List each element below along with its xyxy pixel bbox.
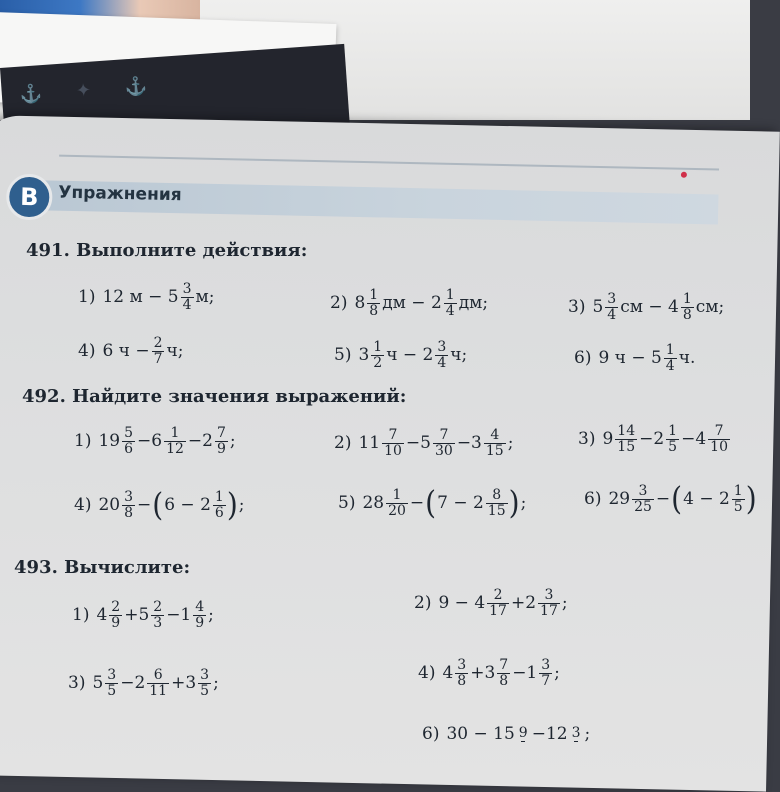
item-label: 3) [68, 673, 86, 694]
term: 4 [442, 663, 454, 684]
term: 5 [92, 673, 104, 694]
numerator: 1 [214, 489, 224, 505]
term: см; [695, 297, 725, 318]
denominator: 8 [499, 672, 509, 689]
term: 6 ч − [102, 341, 150, 362]
term: 4 − 2 [683, 489, 730, 510]
denominator: 8 [682, 306, 692, 323]
ex492-item-6 [584, 479, 757, 518]
denominator: 17 [489, 602, 507, 619]
term: −2 [639, 429, 665, 450]
denominator: 7 [541, 672, 551, 689]
denominator: 11 [149, 682, 168, 699]
term: − [655, 489, 671, 510]
numerator: 7 [714, 423, 724, 439]
numerator: 3 [638, 483, 648, 499]
numerator: 7 [216, 425, 226, 441]
term: м; [195, 287, 215, 308]
term: −1 [512, 663, 538, 684]
term: 9 [602, 429, 614, 450]
denominator [574, 741, 578, 742]
fraction [213, 490, 226, 520]
ex492-item-4 [74, 485, 245, 524]
exercise-493-title: 493. Вычислите: [14, 557, 191, 578]
ex491-item-5 [334, 340, 468, 370]
denominator: 15 [487, 502, 506, 519]
numerator: 3 [607, 291, 617, 307]
numerator: 3 [571, 725, 581, 742]
term: 29 [608, 489, 631, 510]
denominator: 4 [445, 302, 455, 319]
denominator: 7 [153, 350, 163, 367]
denominator: 17 [540, 602, 558, 619]
ex493-item-3 [68, 668, 220, 698]
fraction [666, 424, 679, 454]
fraction [486, 488, 508, 518]
fraction [708, 424, 730, 454]
section-badge: В [6, 174, 53, 221]
term: 6 − 2 [164, 495, 211, 516]
item-label: 1) [74, 431, 92, 452]
fraction [151, 600, 164, 630]
numerator: 1 [392, 487, 402, 503]
numerator: 2 [111, 599, 121, 615]
term: 28 [362, 493, 385, 514]
fraction [152, 336, 165, 366]
denominator: 4 [665, 357, 675, 374]
exercise-491-title: 491. Выполните действия: [26, 240, 308, 261]
term: +3 [171, 673, 197, 694]
term: 19 [98, 431, 121, 452]
term: ; [213, 673, 219, 694]
term: +2 [510, 593, 537, 614]
denominator: 9 [111, 614, 121, 631]
term: ; [520, 493, 527, 514]
item-label: 2) [414, 593, 432, 614]
term: 20 [98, 495, 121, 516]
denominator [521, 741, 525, 742]
item-label: 2) [334, 433, 352, 454]
denominator: 3 [153, 614, 163, 631]
numerator: 1 [665, 342, 675, 358]
item-label: 4) [74, 495, 92, 516]
item-label: 6) [584, 489, 602, 510]
term: 8 [354, 293, 366, 314]
ex493-item-1 [72, 600, 215, 630]
numerator: 6 [153, 667, 163, 683]
numerator: 8 [492, 487, 502, 503]
denominator: 10 [384, 442, 402, 459]
numerator: 1 [668, 423, 678, 439]
denominator: 5 [668, 438, 678, 455]
term: 4 [96, 605, 108, 626]
term: −1 [166, 605, 192, 626]
numerator: 7 [388, 427, 398, 443]
fraction [105, 668, 118, 698]
item-label: 2) [330, 293, 348, 314]
denominator: 6 [124, 440, 134, 457]
fraction [664, 343, 677, 373]
ex493-item-4 [418, 658, 561, 688]
ex492-item-5 [338, 483, 527, 522]
term: 7 − 2 [437, 493, 484, 514]
term: ч; [450, 345, 468, 366]
numerator: 2 [153, 335, 163, 351]
denominator: 15 [485, 442, 504, 459]
denominator: 4 [607, 306, 617, 323]
denominator: 5 [107, 682, 117, 699]
term: 12 м − 5 [102, 287, 179, 308]
fraction [382, 428, 404, 458]
ex491-item-6 [574, 343, 696, 373]
numerator: 1 [682, 291, 692, 307]
fraction [109, 600, 122, 630]
fraction [435, 340, 448, 370]
term: −12 [531, 724, 568, 744]
term: ч. [678, 348, 696, 369]
fraction [367, 288, 380, 318]
term: 3 [358, 345, 370, 366]
ex493-item-6 [422, 724, 591, 744]
item-label: 6) [422, 724, 440, 744]
item-label: 5) [338, 493, 356, 514]
exercise-492-title: 492. Найдите значения выражений: [22, 386, 407, 407]
numerator: 1 [170, 425, 180, 441]
fraction [122, 426, 135, 456]
fraction [164, 426, 186, 456]
numerator: 1 [445, 287, 455, 303]
denominator: 25 [634, 498, 652, 515]
fraction [198, 668, 211, 698]
term: дм; [458, 293, 489, 314]
term: 9 ч − 5 [598, 348, 662, 369]
numerator: 3 [544, 587, 554, 603]
term: −4 [681, 429, 707, 450]
term: −3 [456, 433, 482, 454]
term: ; [584, 724, 591, 744]
term: −6 [137, 431, 163, 452]
denominator: 30 [434, 442, 453, 459]
fraction [181, 282, 194, 312]
ex493-item-2 [414, 588, 569, 618]
term: ; [208, 605, 214, 626]
numerator: 7 [439, 427, 449, 443]
item-label: 4) [418, 663, 436, 684]
numerator: 5 [124, 425, 134, 441]
fraction [371, 340, 384, 370]
term: +5 [124, 605, 150, 626]
open-paren: ( [671, 479, 683, 518]
numerator: 3 [541, 657, 551, 673]
denominator: 12 [166, 440, 184, 457]
numerator: 7 [499, 657, 509, 673]
numerator: 4 [490, 427, 500, 443]
term: ; [507, 433, 514, 454]
term: − [409, 493, 425, 514]
cover-pattern: ⚓ ✦ ⚓ [19, 74, 162, 106]
denominator: 4 [437, 354, 447, 371]
ex491-item-3 [568, 292, 725, 322]
numerator: 1 [369, 287, 379, 303]
fraction [681, 292, 694, 322]
item-label: 3) [578, 429, 596, 450]
denominator: 10 [710, 438, 728, 455]
term: ; [554, 663, 560, 684]
open-paren: ( [425, 483, 437, 522]
ex492-item-2 [334, 428, 514, 458]
term: −2 [120, 673, 146, 694]
fraction [215, 426, 228, 456]
denominator: 2 [373, 354, 383, 371]
term: +3 [470, 663, 496, 684]
term: −2 [187, 431, 213, 452]
term: −5 [405, 433, 431, 454]
numerator: 3 [107, 667, 117, 683]
denominator: 8 [457, 672, 467, 689]
denominator: 6 [214, 504, 224, 521]
fraction [444, 288, 457, 318]
fraction [487, 588, 509, 618]
term: 11 [358, 433, 381, 454]
numerator: 4 [195, 599, 205, 615]
close-paren: ) [508, 483, 520, 522]
fraction [455, 658, 468, 688]
denominator: 4 [182, 296, 192, 313]
denominator: 9 [195, 614, 205, 631]
item-label: 1) [72, 605, 90, 626]
term: ; [238, 495, 245, 516]
item-label: 5) [334, 345, 352, 366]
numerator: 3 [124, 489, 134, 505]
ex491-item-4 [78, 336, 184, 366]
term: − [137, 495, 152, 516]
denominator: 8 [369, 302, 379, 319]
fraction [570, 726, 583, 742]
term: ; [561, 593, 568, 614]
ex492-item-1 [74, 426, 237, 456]
fraction [433, 428, 455, 458]
numerator: 9 [518, 725, 528, 742]
term: 30 − 15 [446, 724, 515, 744]
ex491-item-1 [78, 282, 215, 312]
fraction [122, 490, 135, 520]
numerator: 3 [437, 339, 447, 355]
numerator: 3 [200, 667, 210, 683]
term: ; [229, 431, 236, 452]
fraction [615, 424, 637, 454]
open-paren: ( [152, 485, 164, 524]
term: см − 4 [620, 297, 679, 318]
numerator: 2 [153, 599, 163, 615]
fraction [539, 658, 552, 688]
denominator: 9 [216, 440, 226, 457]
fraction [732, 484, 745, 514]
term: 5 [592, 297, 604, 318]
close-paren: ) [745, 479, 757, 518]
numerator: 14 [617, 423, 636, 439]
item-label: 6) [574, 348, 592, 369]
item-label: 4) [78, 341, 96, 362]
term: 9 − 4 [438, 593, 486, 614]
fraction [605, 292, 618, 322]
term: дм − 2 [382, 293, 442, 314]
section-title: Упражнения [58, 182, 182, 206]
numerator: 1 [733, 483, 743, 499]
term: ч − 2 [386, 345, 434, 366]
close-paren: ) [226, 485, 238, 524]
numerator: 2 [493, 587, 503, 603]
ex491-item-2 [330, 288, 489, 318]
denominator: 20 [388, 502, 406, 519]
denominator: 5 [733, 498, 743, 515]
fraction [484, 428, 506, 458]
item-label: 1) [78, 287, 96, 308]
denominator: 15 [617, 438, 636, 455]
numerator: 1 [373, 339, 383, 355]
fraction [497, 658, 510, 688]
term: ч; [166, 341, 184, 362]
fraction [538, 588, 560, 618]
denominator: 8 [124, 504, 134, 521]
fraction [632, 484, 654, 514]
item-label: 3) [568, 297, 586, 318]
fraction [147, 668, 169, 698]
fraction [193, 600, 206, 630]
ex492-item-3 [578, 424, 731, 454]
fraction [386, 488, 408, 518]
denominator: 5 [200, 682, 210, 699]
numerator: 3 [457, 657, 467, 673]
numerator: 3 [182, 281, 192, 297]
fraction [517, 726, 530, 742]
